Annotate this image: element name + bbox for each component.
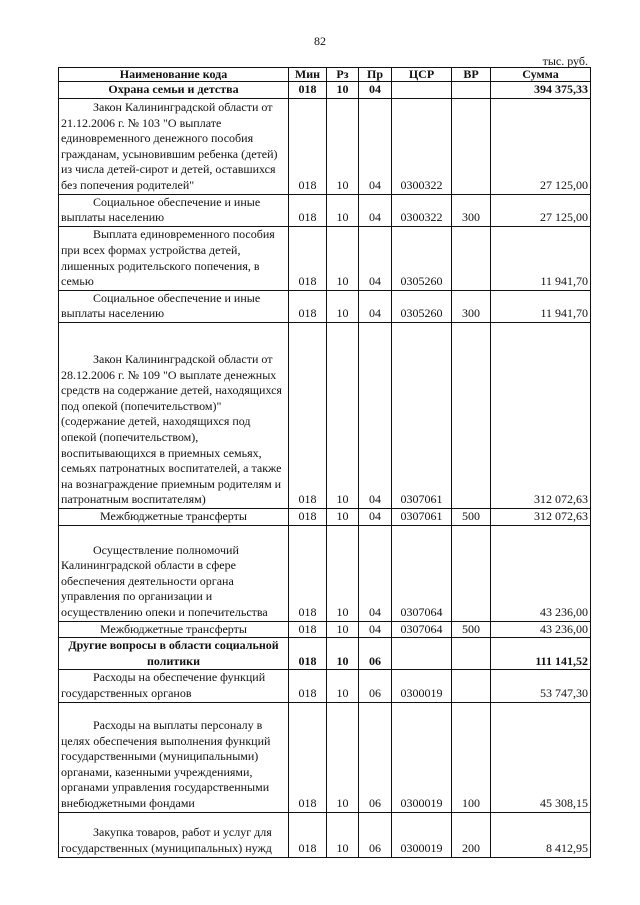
table-row — [59, 621, 591, 638]
row-sum: 394 375,33 — [491, 82, 591, 99]
row-rz: 10 — [327, 812, 359, 857]
table-row — [59, 194, 591, 226]
row-rz: 10 — [327, 670, 359, 702]
row-csr: 0300019 — [392, 670, 452, 702]
row-rz: 10 — [327, 508, 359, 525]
row-csr: 0300019 — [392, 702, 452, 812]
row-csr — [392, 82, 452, 99]
row-name: Осуществление полномочий Калининградской области в сфере обеспечения деятельности органа управления по организации и осуществлению опеки и попечительства — [59, 525, 289, 621]
row-sum: 27 125,00 — [491, 194, 591, 226]
row-min: 018 — [289, 621, 327, 638]
row-vr: 500 — [452, 621, 491, 638]
table-row — [59, 702, 591, 812]
table-row — [59, 290, 591, 322]
row-min: 018 — [289, 670, 327, 702]
row-sum: 11 941,70 — [491, 290, 591, 322]
row-rz: 10 — [327, 322, 359, 508]
table-header-row — [59, 68, 591, 82]
table-row — [59, 322, 591, 508]
row-name: Межбюджетные трансферты — [59, 621, 289, 638]
header-vr: ВР — [452, 68, 491, 82]
table-row — [59, 226, 591, 290]
row-vr: 300 — [452, 290, 491, 322]
row-csr: 0307064 — [392, 525, 452, 621]
row-min: 018 — [289, 98, 327, 194]
row-vr — [452, 670, 491, 702]
row-vr: 200 — [452, 812, 491, 857]
row-sum: 312 072,63 — [491, 322, 591, 508]
row-name: Закупка товаров, работ и услуг для государственных (муниципальных) нужд — [59, 812, 289, 857]
row-csr: 0300322 — [392, 98, 452, 194]
row-min: 018 — [289, 702, 327, 812]
row-csr: 0300322 — [392, 194, 452, 226]
row-pr: 06 — [359, 670, 392, 702]
row-vr — [452, 226, 491, 290]
row-rz: 10 — [327, 98, 359, 194]
row-name: Расходы на обеспечение функций государственных органов — [59, 670, 289, 702]
header-min: Мин — [289, 68, 327, 82]
row-csr: 0305260 — [392, 290, 452, 322]
row-name: Охрана семьи и детства — [59, 82, 289, 99]
row-name: Социальное обеспечение и иные выплаты населению — [59, 290, 289, 322]
row-min: 018 — [289, 525, 327, 621]
row-vr: 100 — [452, 702, 491, 812]
row-min: 018 — [289, 638, 327, 670]
units-label: тыс. руб. — [542, 54, 588, 68]
row-name: Выплата единовременного пособия при всех формах устройства детей, лишенных родительского попечения, в семью — [59, 226, 289, 290]
row-pr: 06 — [359, 638, 392, 670]
row-min: 018 — [289, 226, 327, 290]
row-csr: 0307061 — [392, 508, 452, 525]
row-sum: 312 072,63 — [491, 508, 591, 525]
row-sum: 8 412,95 — [491, 812, 591, 857]
row-sum: 111 141,52 — [491, 638, 591, 670]
row-pr: 04 — [359, 508, 392, 525]
row-sum: 27 125,00 — [491, 98, 591, 194]
row-sum: 53 747,30 — [491, 670, 591, 702]
row-min: 018 — [289, 322, 327, 508]
row-pr: 04 — [359, 322, 392, 508]
row-sum: 43 236,00 — [491, 621, 591, 638]
row-sum: 45 308,15 — [491, 702, 591, 812]
row-pr: 06 — [359, 812, 392, 857]
row-vr: 300 — [452, 194, 491, 226]
row-pr: 04 — [359, 525, 392, 621]
table-row — [59, 638, 591, 670]
row-sum: 11 941,70 — [491, 226, 591, 290]
row-name: Расходы на выплаты персоналу в целях обеспечения выполнения функций государственными (муниципальными) органами, казенными учреждениями, органами управления государственными внебюджетными фондами — [59, 702, 289, 812]
row-vr — [452, 322, 491, 508]
row-csr: 0307061 — [392, 322, 452, 508]
row-csr: 0307064 — [392, 621, 452, 638]
table-row — [59, 812, 591, 857]
row-csr — [392, 638, 452, 670]
row-name: Закон Калининградской области от 21.12.2006 г. № 103 "О выплате единовременного денежного пособия гражданам, усыновившим ребенка (детей) из числа детей-сирот и детей, оставшихся без попечения родителей" — [59, 98, 289, 194]
row-pr: 04 — [359, 621, 392, 638]
row-csr: 0300019 — [392, 812, 452, 857]
row-pr: 04 — [359, 194, 392, 226]
row-rz: 10 — [327, 525, 359, 621]
row-name: Другие вопросы в области социальной политики — [59, 638, 289, 670]
header-sum: Сумма — [491, 68, 591, 82]
row-pr: 04 — [359, 98, 392, 194]
row-min: 018 — [289, 194, 327, 226]
page-number: 82 — [314, 34, 326, 48]
header-rz: Рз — [327, 68, 359, 82]
header-pr: Пр — [359, 68, 392, 82]
row-vr — [452, 82, 491, 99]
table-row — [59, 82, 591, 99]
row-name: Межбюджетные трансферты — [59, 508, 289, 525]
row-sum: 43 236,00 — [491, 525, 591, 621]
row-rz: 10 — [327, 226, 359, 290]
budget-table — [58, 67, 591, 858]
row-vr — [452, 98, 491, 194]
row-rz: 10 — [327, 638, 359, 670]
row-min: 018 — [289, 508, 327, 525]
table-row — [59, 670, 591, 702]
header-csr: ЦСР — [392, 68, 452, 82]
row-rz: 10 — [327, 702, 359, 812]
row-name: Социальное обеспечение и иные выплаты населению — [59, 194, 289, 226]
row-pr: 04 — [359, 226, 392, 290]
header-name: Наименование кода — [59, 68, 289, 82]
row-min: 018 — [289, 812, 327, 857]
row-rz: 10 — [327, 290, 359, 322]
row-rz: 10 — [327, 194, 359, 226]
table-row — [59, 98, 591, 194]
row-pr: 04 — [359, 290, 392, 322]
row-vr — [452, 638, 491, 670]
row-rz: 10 — [327, 621, 359, 638]
row-min: 018 — [289, 82, 327, 99]
row-rz: 10 — [327, 82, 359, 99]
row-pr: 04 — [359, 82, 392, 99]
row-pr: 06 — [359, 702, 392, 812]
row-name: Закон Калининградской области от 28.12.2006 г. № 109 "О выплате денежных средств на содержание детей, находящихся под опекой (попечительством)" (содержание детей, находящихся под опекой (попечительством), воспитывающихся в приемных семьях, семьях патронатных воспитателей, а также на вознаграждение приемным родителям и патронатным воспитателям) — [59, 322, 289, 508]
row-vr — [452, 525, 491, 621]
row-vr: 500 — [452, 508, 491, 525]
table-row — [59, 525, 591, 621]
row-csr: 0305260 — [392, 226, 452, 290]
table-row — [59, 508, 591, 525]
row-min: 018 — [289, 290, 327, 322]
